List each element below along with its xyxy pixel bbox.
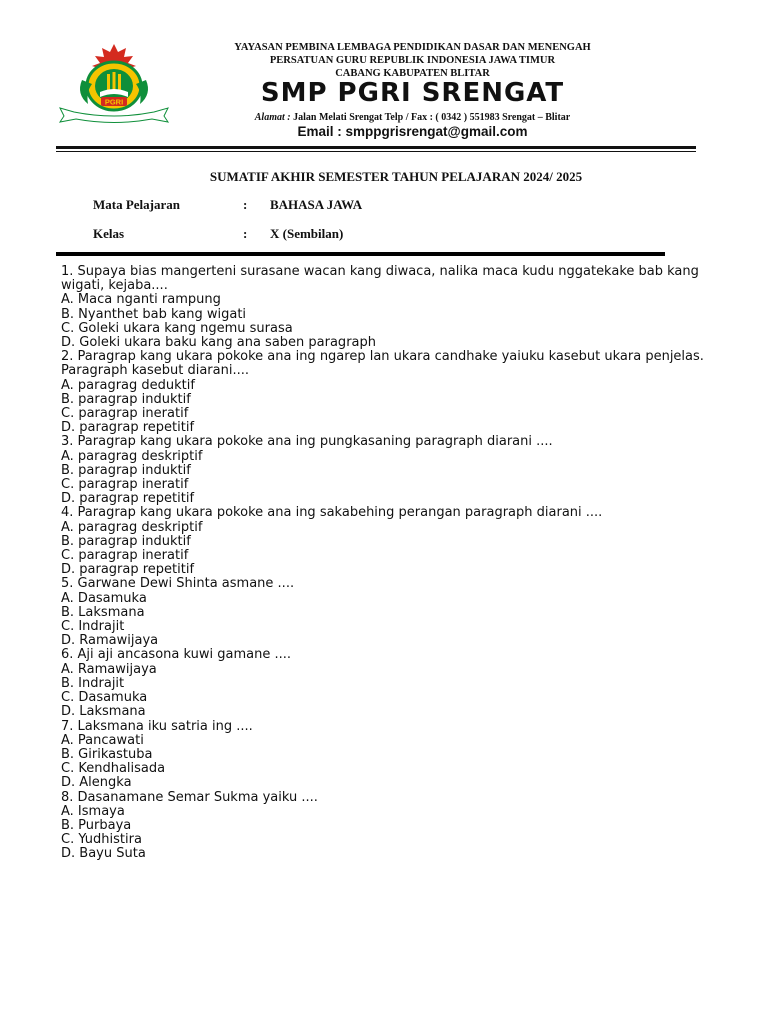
- answer-option: C. Goleki ukara kang ngemu surasa: [61, 320, 293, 336]
- school-name: SMP PGRI SRENGAT: [260, 78, 565, 108]
- answer-option: C. Yudhistira: [61, 832, 142, 848]
- header-rule-thick: [56, 146, 696, 149]
- answer-option: A. paragrag deskriptif: [61, 519, 203, 535]
- answer-option: B. paragrap induktif: [61, 533, 191, 549]
- class-value: X (Sembilan): [270, 226, 344, 241]
- question-list: [61, 265, 741, 862]
- question-text: 6. Aji aji ancasona kuwi gamane ....: [61, 647, 291, 663]
- answer-option: A. paragrag deskriptif: [61, 448, 203, 464]
- answer-option: A. Pancawati: [61, 732, 144, 748]
- question-text: 3. Paragrap kang ukara pokoke ana ing pungkasaning paragraph diarani ....: [61, 434, 553, 450]
- answer-option: C. Kendhalisada: [61, 761, 166, 777]
- answer-option: A. Dasamuka: [61, 590, 147, 606]
- branch-line: CABANG KABUPATEN BLITAR: [335, 68, 490, 79]
- answer-option: B. Girikastuba: [61, 746, 153, 762]
- answer-option: D. Bayu Suta: [61, 846, 146, 862]
- answer-option: D. paragrap repetitif: [61, 491, 195, 507]
- subject-value: BAHASA JAWA: [270, 197, 363, 212]
- foundation-line-1: YAYASAN PEMBINA LEMBAGA PENDIDIKAN DASAR DAN MENENGAH: [234, 42, 591, 53]
- answer-option: A. paragrag deduktif: [61, 377, 195, 393]
- header-rule-thin: [56, 151, 696, 152]
- answer-option: D. Alengka: [61, 775, 132, 791]
- answer-option: D. Goleki ukara baku kang ana saben paragraph: [61, 335, 376, 351]
- answer-option: C. paragrap ineratif: [61, 406, 189, 422]
- answer-option: C. paragrap ineratif: [61, 477, 189, 493]
- answer-option: C. paragrap ineratif: [61, 548, 189, 564]
- answer-option: D. paragrap repetitif: [61, 420, 195, 436]
- email-line: Email : smppgrisrengat@gmail.com: [297, 124, 528, 139]
- answer-option: D. Ramawijaya: [61, 633, 159, 649]
- answer-option: B. paragrap induktif: [61, 391, 191, 407]
- class-colon: :: [243, 226, 248, 241]
- answer-option: A. Maca nganti rampung: [61, 292, 221, 308]
- class-label: Kelas: [93, 226, 125, 241]
- question-text: 8. Dasanamane Semar Sukma yaiku ....: [61, 789, 318, 805]
- address-label: Alamat :: [254, 112, 291, 123]
- answer-option: D. Laksmana: [61, 704, 146, 720]
- answer-option: A. Ramawijaya: [61, 661, 157, 677]
- answer-option: B. Laksmana: [61, 604, 145, 620]
- subject-colon: :: [243, 197, 248, 212]
- pgri-logo: [56, 42, 172, 124]
- answer-option: B. Nyanthet bab kang wigati: [61, 306, 247, 322]
- answer-option: C. Dasamuka: [61, 690, 148, 706]
- address-text: Jalan Melati Srengat Telp / Fax : ( 0342 ) 551983 Srengat – Blitar: [290, 112, 571, 123]
- pgri-emblem-icon: [56, 42, 172, 124]
- logo-pgri-text: PGRI: [104, 97, 124, 107]
- exam-title: SUMATIF AKHIR SEMESTER TAHUN PELAJARAN 2024/ 2025: [209, 169, 583, 184]
- question-text: 2. Paragrap kang ukara pokoke ana ing ngarep lan ukara candhake yaiuku kasebut ukara penjelas. Paragraph kasebut diarani....: [61, 349, 709, 379]
- answer-option: C. Indrajit: [61, 619, 125, 635]
- answer-option: B. Indrajit: [61, 675, 125, 691]
- question-text: 4. Paragrap kang ukara pokoke ana ing sakabehing perangan paragraph diarani ....: [61, 505, 603, 521]
- subject-label: Mata Pelajaran: [93, 197, 181, 212]
- foundation-line-2: PERSATUAN GURU REPUBLIK INDONESIA JAWA TIMUR: [269, 55, 556, 66]
- address-line: [165, 112, 660, 124]
- answer-option: D. paragrap repetitif: [61, 562, 195, 578]
- answer-option: B. paragrap induktif: [61, 462, 191, 478]
- answer-option: B. Purbaya: [61, 817, 132, 833]
- answer-option: A. Ismaya: [61, 803, 125, 819]
- question-text: 7. Laksmana iku satria ing ....: [61, 718, 253, 734]
- section-divider: [56, 252, 665, 256]
- question-text: 5. Garwane Dewi Shinta asmane ....: [61, 576, 295, 592]
- question-text: 1. Supaya bias mangerteni surasane wacan kang diwaca, nalika maca kudu nggatekake bab kang wigati, kejaba....: [61, 264, 704, 294]
